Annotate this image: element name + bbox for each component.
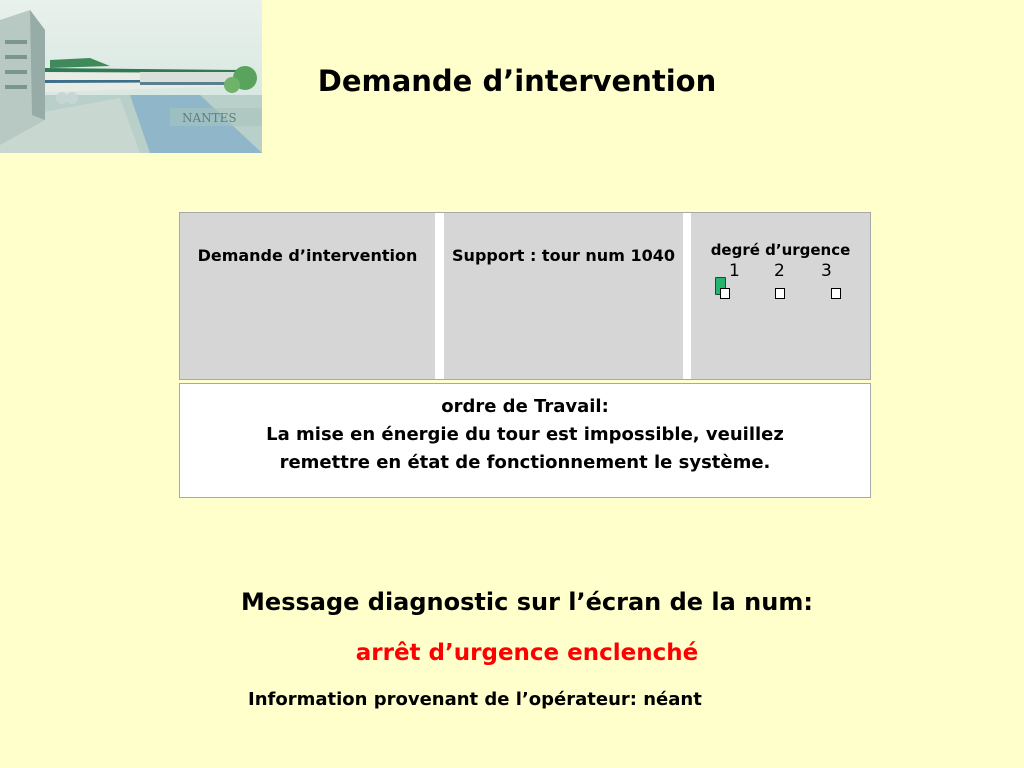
request-label: Demande d’intervention xyxy=(197,246,418,265)
page-title: Demande d’intervention xyxy=(317,64,717,98)
work-order-title: ordre de Travail: xyxy=(441,396,609,417)
support-label: Support : tour num 1040 xyxy=(452,246,675,265)
urgency-cell xyxy=(691,213,870,379)
urgency-level-1: 1 xyxy=(729,261,740,281)
request-cell xyxy=(180,213,435,379)
photo-caption: NANTES xyxy=(182,111,237,125)
intervention-form xyxy=(179,212,871,380)
urgency-checkbox-1[interactable] xyxy=(720,288,730,299)
urgency-level-2: 2 xyxy=(774,261,785,281)
diagnostic-value: arrêt d’urgence enclenché xyxy=(355,640,699,666)
operator-info: Information provenant de l’opérateur: néant xyxy=(248,689,702,710)
work-order-box xyxy=(179,383,871,498)
work-order-line-1: La mise en énergie du tour est impossible, veuillez xyxy=(266,424,784,445)
work-order-line-2: remettre en état de fonctionnement le système. xyxy=(279,452,771,473)
building-photo xyxy=(0,0,262,153)
urgency-title: degré d’urgence xyxy=(710,241,851,259)
support-cell xyxy=(444,213,683,379)
urgency-checkbox-3[interactable] xyxy=(831,288,841,299)
urgency-checkboxes xyxy=(691,283,870,313)
diagnostic-title: Message diagnostic sur l’écran de la num: xyxy=(241,588,813,616)
urgency-checkbox-2[interactable] xyxy=(775,288,785,299)
urgency-level-3: 3 xyxy=(821,261,832,281)
